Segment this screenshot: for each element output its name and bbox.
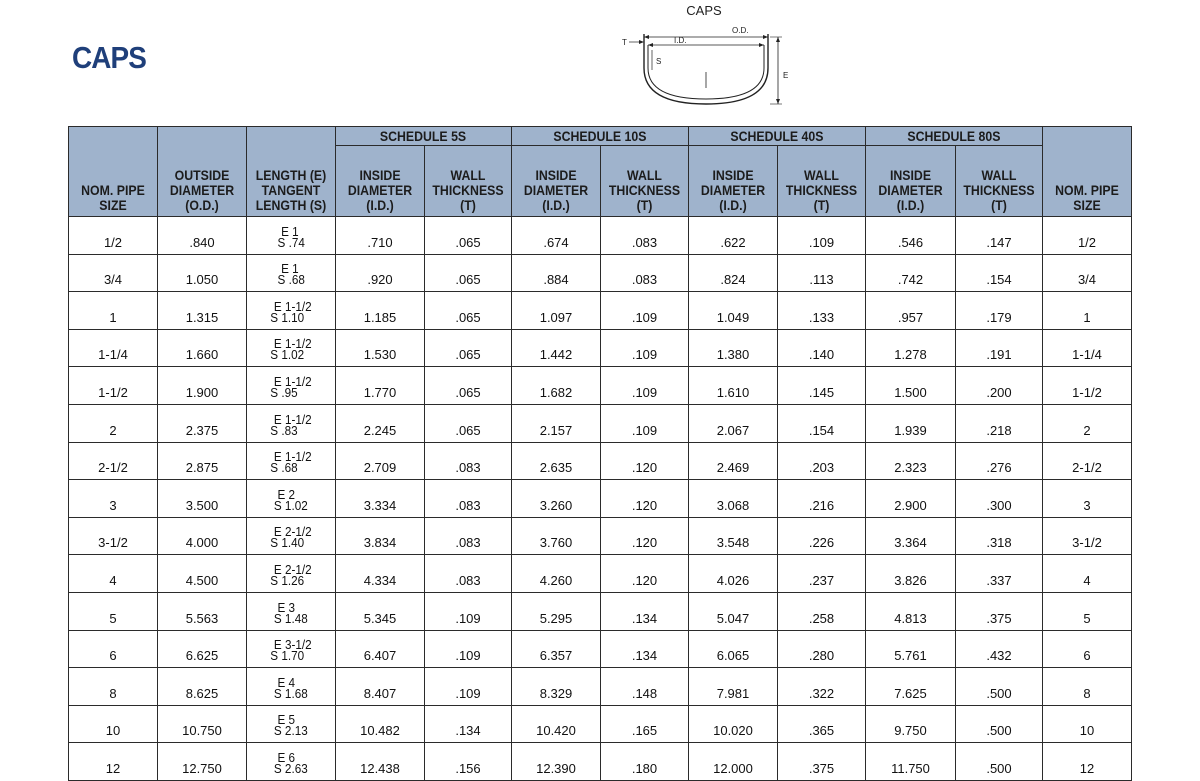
diagram-id-label: I.D. [674,36,687,45]
cell-10s-wall: .120 [601,442,689,480]
length-stack [270,449,312,476]
cell-length [247,254,336,292]
cell-10s-wall: .120 [601,555,689,593]
cell-nom-pipe-size: 6 [69,630,158,668]
col-schedule-40s: SCHEDULE 40S [689,127,866,146]
cell-10s-wall: .083 [601,217,689,255]
cell-80s-wall: .500 [956,705,1043,743]
length-e: E 1-1/2 [273,411,312,427]
table-row [69,480,1132,518]
cell-40s-wall: .113 [778,254,866,292]
cell-40s-wall: .109 [778,217,866,255]
cell-5s-id: 3.834 [336,517,425,555]
cell-80s-wall: .300 [956,480,1043,518]
cell-80s-wall: .337 [956,555,1043,593]
cell-10s-id: 1.097 [512,292,601,330]
cap-diagram-svg [610,0,810,120]
cell-nom-pipe-size: 1/2 [69,217,158,255]
length-stack [274,486,308,513]
cell-80s-wall: .200 [956,367,1043,405]
cell-10s-wall: .180 [601,743,689,781]
cell-nom-pipe-size: 1-1/4 [69,329,158,367]
cell-5s-wall: .083 [425,555,512,593]
col-schedule-10s: SCHEDULE 10S [512,127,689,146]
cell-80s-id: 5.761 [866,630,956,668]
col-40s-inside-diameter: INSIDE DIAMETER (I.D.) [689,146,778,217]
cell-5s-wall: .065 [425,254,512,292]
cell-10s-id: 3.260 [512,480,601,518]
length-stack [270,524,312,551]
cell-10s-id: .674 [512,217,601,255]
cell-nom-pipe-size-right: 3-1/2 [1043,517,1132,555]
length-e: E 2 [277,486,296,502]
cell-10s-id: 4.260 [512,555,601,593]
length-stack [270,411,312,438]
caps-dimension-table [68,126,1132,781]
length-e: E 1 [280,261,299,277]
cell-outside-diameter: 2.875 [158,442,247,480]
cell-5s-wall: .109 [425,668,512,706]
cell-10s-wall: .148 [601,668,689,706]
table-row [69,442,1132,480]
length-s: S .74 [277,234,305,250]
col-5s-wall-thickness: WALL THICKNESS (T) [425,146,512,217]
page-title: CAPS [72,40,146,75]
cell-length [247,292,336,330]
cell-40s-wall: .203 [778,442,866,480]
col-schedule-5s: SCHEDULE 5S [336,127,512,146]
cell-5s-wall: .065 [425,217,512,255]
cell-outside-diameter: 3.500 [158,480,247,518]
length-s: S .68 [270,460,298,476]
col-nom-pipe-size: NOM. PIPE SIZE [69,127,158,217]
length-s: S 1.68 [274,685,308,701]
table-row [69,555,1132,593]
cell-nom-pipe-size-right: 1-1/4 [1043,329,1132,367]
cell-10s-id: 2.635 [512,442,601,480]
table-row [69,217,1132,255]
cell-80s-id: 1.939 [866,404,956,442]
col-5s-inside-diameter: INSIDE DIAMETER (I.D.) [336,146,425,217]
table-row [69,630,1132,668]
cell-5s-wall: .109 [425,592,512,630]
cell-40s-id: 3.548 [689,517,778,555]
cell-10s-wall: .134 [601,592,689,630]
col-schedule-80s: SCHEDULE 80S [866,127,1043,146]
cell-80s-id: 1.278 [866,329,956,367]
cell-80s-id: 2.323 [866,442,956,480]
cell-nom-pipe-size: 3-1/2 [69,517,158,555]
cell-nom-pipe-size: 8 [69,668,158,706]
cell-nom-pipe-size-right: 6 [1043,630,1132,668]
col-outside-diameter: OUTSIDE DIAMETER (O.D.) [158,127,247,217]
cell-length [247,480,336,518]
table-row [69,705,1132,743]
cell-80s-id: .957 [866,292,956,330]
table-header [69,127,1132,217]
cell-40s-wall: .375 [778,743,866,781]
table-row [69,367,1132,405]
cell-5s-wall: .109 [425,630,512,668]
length-e: E 3 [277,599,296,615]
cell-80s-id: 3.364 [866,517,956,555]
cell-80s-wall: .500 [956,743,1043,781]
cell-nom-pipe-size-right: 2 [1043,404,1132,442]
cell-40s-id: 2.469 [689,442,778,480]
cell-10s-wall: .134 [601,630,689,668]
cell-5s-wall: .065 [425,404,512,442]
cell-40s-id: 1.380 [689,329,778,367]
length-stack [270,336,312,363]
diagram-s-label: S [656,57,662,66]
length-stack [270,561,312,588]
cell-length [247,668,336,706]
diagram-t-label: T [622,38,627,47]
length-s: S 1.70 [270,648,305,664]
cell-5s-wall: .083 [425,442,512,480]
cell-5s-wall: .065 [425,367,512,405]
length-stack [270,298,312,325]
table-row [69,329,1132,367]
length-e: E 1-1/2 [273,336,312,352]
cell-outside-diameter: 10.750 [158,705,247,743]
cell-nom-pipe-size: 5 [69,592,158,630]
cell-nom-pipe-size: 2 [69,404,158,442]
cell-10s-wall: .109 [601,367,689,405]
cell-length [247,442,336,480]
cell-40s-wall: .140 [778,329,866,367]
cell-10s-wall: .109 [601,329,689,367]
cell-5s-id: 8.407 [336,668,425,706]
cell-outside-diameter: 1.660 [158,329,247,367]
cell-40s-wall: .226 [778,517,866,555]
cell-40s-wall: .365 [778,705,866,743]
cell-nom-pipe-size-right: 4 [1043,555,1132,593]
cell-80s-wall: .218 [956,404,1043,442]
length-stack [274,712,308,739]
cell-10s-id: 6.357 [512,630,601,668]
diagram-title: CAPS [686,3,722,18]
table-row [69,668,1132,706]
cell-5s-id: .710 [336,217,425,255]
cell-nom-pipe-size-right: 1 [1043,292,1132,330]
cell-5s-id: 12.438 [336,743,425,781]
length-s: S 1.02 [270,347,305,363]
cell-10s-id: 1.442 [512,329,601,367]
length-e: E 1-1/2 [273,373,312,389]
length-e: E 1 [280,223,299,239]
cell-outside-diameter: 1.315 [158,292,247,330]
length-e: E 6 [277,749,296,765]
cell-40s-wall: .216 [778,480,866,518]
cell-nom-pipe-size: 3 [69,480,158,518]
cell-5s-wall: .134 [425,705,512,743]
length-e: E 3-1/2 [273,637,312,653]
length-e: E 2-1/2 [273,561,312,577]
cell-10s-wall: .120 [601,480,689,518]
cell-length [247,217,336,255]
cell-80s-wall: .432 [956,630,1043,668]
cell-80s-id: .742 [866,254,956,292]
length-s: S .68 [277,272,305,288]
cell-80s-id: 7.625 [866,668,956,706]
cell-10s-id: 10.420 [512,705,601,743]
cell-outside-diameter: 2.375 [158,404,247,442]
cell-length [247,592,336,630]
cell-5s-id: 5.345 [336,592,425,630]
cell-nom-pipe-size-right: 2-1/2 [1043,442,1132,480]
length-stack [277,261,305,288]
cell-40s-wall: .280 [778,630,866,668]
cell-10s-wall: .109 [601,404,689,442]
length-e: E 5 [277,712,296,728]
cell-nom-pipe-size: 2-1/2 [69,442,158,480]
cell-80s-wall: .375 [956,592,1043,630]
cell-10s-id: 8.329 [512,668,601,706]
cell-80s-wall: .147 [956,217,1043,255]
length-s: S 2.63 [274,760,308,776]
cell-5s-id: 2.709 [336,442,425,480]
cell-40s-id: 3.068 [689,480,778,518]
diagram-e-label: E [783,71,789,80]
length-s: S 2.13 [274,723,308,739]
cell-80s-id: .546 [866,217,956,255]
cap-diagram [610,0,810,120]
cell-80s-wall: .154 [956,254,1043,292]
cell-nom-pipe-size: 1 [69,292,158,330]
cell-10s-wall: .109 [601,292,689,330]
cell-40s-id: 1.610 [689,367,778,405]
length-stack [274,749,308,776]
cell-80s-wall: .276 [956,442,1043,480]
length-s: S 1.40 [270,535,305,551]
cell-5s-wall: .083 [425,480,512,518]
cell-80s-id: 1.500 [866,367,956,405]
cell-10s-id: 12.390 [512,743,601,781]
length-stack [270,373,312,400]
col-10s-inside-diameter: INSIDE DIAMETER (I.D.) [512,146,601,217]
cell-outside-diameter: 4.000 [158,517,247,555]
length-e: E 2-1/2 [273,524,312,540]
cell-outside-diameter: 4.500 [158,555,247,593]
cell-80s-wall: .191 [956,329,1043,367]
cell-outside-diameter: 1.050 [158,254,247,292]
cell-40s-wall: .237 [778,555,866,593]
cell-80s-id: 11.750 [866,743,956,781]
cell-5s-id: 1.530 [336,329,425,367]
cell-40s-id: 2.067 [689,404,778,442]
cell-nom-pipe-size: 3/4 [69,254,158,292]
cell-5s-id: 3.334 [336,480,425,518]
table-row [69,743,1132,781]
cell-10s-id: .884 [512,254,601,292]
cell-10s-id: 1.682 [512,367,601,405]
table-row [69,292,1132,330]
cell-length [247,367,336,405]
cell-length [247,517,336,555]
cell-40s-id: 10.020 [689,705,778,743]
cell-nom-pipe-size-right: 3/4 [1043,254,1132,292]
cell-5s-id: .920 [336,254,425,292]
cell-10s-id: 2.157 [512,404,601,442]
cell-40s-wall: .145 [778,367,866,405]
cell-5s-wall: .083 [425,517,512,555]
cell-5s-id: 1.185 [336,292,425,330]
length-s: S 1.02 [274,497,308,513]
table-row [69,517,1132,555]
cell-80s-id: 4.813 [866,592,956,630]
cell-40s-wall: .258 [778,592,866,630]
cell-10s-wall: .165 [601,705,689,743]
cell-5s-id: 6.407 [336,630,425,668]
cell-40s-id: 7.981 [689,668,778,706]
cell-40s-id: .824 [689,254,778,292]
length-stack [274,674,308,701]
cell-5s-id: 4.334 [336,555,425,593]
length-stack [277,223,305,250]
cell-10s-wall: .083 [601,254,689,292]
cell-nom-pipe-size-right: 8 [1043,668,1132,706]
cell-nom-pipe-size-right: 5 [1043,592,1132,630]
cell-length [247,404,336,442]
cell-40s-id: 4.026 [689,555,778,593]
cell-80s-id: 3.826 [866,555,956,593]
cell-nom-pipe-size: 1-1/2 [69,367,158,405]
table-row [69,592,1132,630]
col-80s-inside-diameter: INSIDE DIAMETER (I.D.) [866,146,956,217]
cell-40s-wall: .133 [778,292,866,330]
cell-outside-diameter: 5.563 [158,592,247,630]
length-e: E 1-1/2 [273,449,312,465]
cell-nom-pipe-size: 10 [69,705,158,743]
cell-nom-pipe-size-right: 10 [1043,705,1132,743]
cell-80s-id: 9.750 [866,705,956,743]
cell-length [247,555,336,593]
cell-40s-id: .622 [689,217,778,255]
cell-outside-diameter: 6.625 [158,630,247,668]
length-s: S .83 [270,422,298,438]
cell-length [247,329,336,367]
cell-outside-diameter: 1.900 [158,367,247,405]
cell-nom-pipe-size: 4 [69,555,158,593]
cell-5s-wall: .065 [425,329,512,367]
cell-5s-wall: .156 [425,743,512,781]
cell-40s-id: 5.047 [689,592,778,630]
cell-nom-pipe-size-right: 3 [1043,480,1132,518]
length-s: S 1.26 [270,572,305,588]
cell-5s-id: 2.245 [336,404,425,442]
length-e: E 1-1/2 [273,298,312,314]
cell-40s-wall: .154 [778,404,866,442]
table-body [69,217,1132,781]
cell-nom-pipe-size-right: 1-1/2 [1043,367,1132,405]
length-stack [274,599,308,626]
length-s: S 1.48 [274,610,308,626]
cell-length [247,743,336,781]
table-row [69,254,1132,292]
cell-80s-id: 2.900 [866,480,956,518]
cell-nom-pipe-size: 12 [69,743,158,781]
cell-80s-wall: .500 [956,668,1043,706]
cell-80s-wall: .318 [956,517,1043,555]
cell-10s-wall: .120 [601,517,689,555]
col-80s-wall-thickness: WALL THICKNESS (T) [956,146,1043,217]
cell-10s-id: 5.295 [512,592,601,630]
length-s: S 1.10 [270,309,305,325]
cell-5s-wall: .065 [425,292,512,330]
cell-40s-wall: .322 [778,668,866,706]
cell-length [247,630,336,668]
length-stack [270,637,312,664]
cell-5s-id: 1.770 [336,367,425,405]
col-length: LENGTH (E) TANGENT LENGTH (S) [247,127,336,217]
cell-40s-id: 12.000 [689,743,778,781]
cell-80s-wall: .179 [956,292,1043,330]
cell-nom-pipe-size-right: 12 [1043,743,1132,781]
length-e: E 4 [277,674,296,690]
cell-nom-pipe-size-right: 1/2 [1043,217,1132,255]
diagram-od-label: O.D. [732,26,749,35]
cell-5s-id: 10.482 [336,705,425,743]
col-40s-wall-thickness: WALL THICKNESS (T) [778,146,866,217]
table-row [69,404,1132,442]
cell-outside-diameter: 8.625 [158,668,247,706]
col-10s-wall-thickness: WALL THICKNESS (T) [601,146,689,217]
cell-40s-id: 6.065 [689,630,778,668]
cell-outside-diameter: 12.750 [158,743,247,781]
cell-length [247,705,336,743]
cell-outside-diameter: .840 [158,217,247,255]
length-s: S .95 [270,384,298,400]
col-nom-pipe-size-right: NOM. PIPE SIZE [1043,127,1132,217]
cell-40s-id: 1.049 [689,292,778,330]
cell-10s-id: 3.760 [512,517,601,555]
